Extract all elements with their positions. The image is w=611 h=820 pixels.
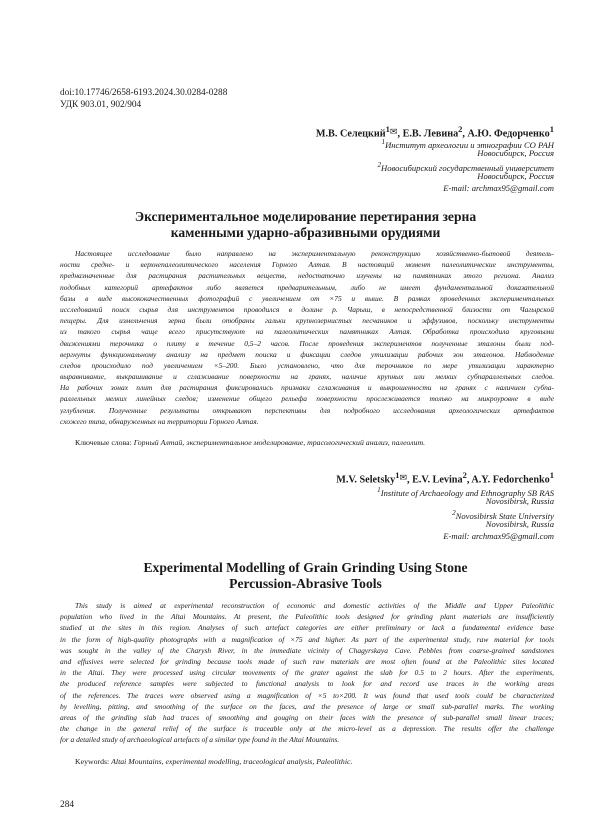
abstract-line: предназначенные для растирания растительных веществ, недостаточно изучены на памятниках этого региона. Анализ: [60, 271, 554, 281]
author-affiliation-mark: 1: [549, 124, 554, 134]
abstract-line: подобных категорий артефактов либо является предварительным, либо не имеет фундаментальной доказательной: [60, 282, 554, 292]
author-name: М.В. Селецкий: [315, 128, 386, 140]
affiliation-mark: 2: [377, 160, 382, 169]
affiliation-text: Institute of Archaeology and Ethnography SB RAS: [380, 487, 554, 498]
affiliation-line: [377, 148, 554, 159]
envelope-icon: ✉: [399, 472, 407, 483]
author-name: E.V. Levina: [412, 474, 463, 486]
abstract-line: схожего типа, обнаруженных на территории Горного Алтая.: [60, 416, 259, 426]
en-title-line: Experimental Modelling of Grain Grinding Using Stone: [143, 560, 468, 575]
author-separator: ,: [462, 128, 468, 140]
author-name: Е.В. Левина: [402, 128, 459, 140]
author-name: M.V. Seletsky: [336, 474, 396, 486]
affiliation-text: Novosibirsk State University: [455, 510, 554, 521]
affiliation-text: Novosibirsk, Russia: [485, 496, 554, 507]
abstract-line: следов происходило под увеличением ×5–200. Было установлено, что для терочников по мере утилизации характерно: [60, 360, 554, 370]
abstract-line: вергнуты функциональному анализу на предмет поиска и фиксации следов утилизации рабочих зон эталонов. Наблюдение: [60, 349, 554, 359]
affiliation-mark: 1: [381, 138, 386, 146]
abstract-line: in the Altai. They were processed using circular movements of the grater against the slab for 0.5 to 2 hours. After the experiments,: [60, 668, 554, 678]
affiliation-line: [377, 183, 554, 194]
doi-line: doi:10.17746/2658-6193.2024.30.0284-0288: [60, 88, 228, 98]
ru-keywords-label: Ключевые слова:: [75, 438, 132, 447]
abstract-line: На рабочих зонах плит для растирания фиксировались признаки сглаживания и выкрошенности на гранях с наличием субпа-: [60, 383, 554, 393]
envelope-icon: ✉: [389, 126, 398, 137]
abstract-line: выравнивание, выкрашивание и сглаживание поверхности на гранях, наличие крупных или мелких субпараллельных следов.: [60, 372, 554, 382]
author-affiliation-mark: 1: [385, 124, 390, 134]
author-separator: ,: [406, 474, 413, 486]
author-affiliation-mark: 1: [395, 470, 400, 480]
abstract-line: by levelling, pitting, and smoothing of the surface on the faces, and the presence of large or small sub-parallel marks. The working: [60, 701, 554, 711]
en-keywords-text: Altai Mountains, experimental modelling, traceological analysis, Paleolithic.: [111, 757, 353, 766]
ru-affiliations: [377, 137, 554, 194]
abstract-line: углубления. Полученные результаты открывают перспективы для подробного исследования археологических артефактов: [60, 405, 554, 415]
abstract-line: the produced reference samples were subjected to functional analysis to look for and record use traces in the working areas: [60, 679, 554, 689]
abstract-line: of the references. The traces were observed using a magnification of ×5 to×200. It was found that used tools could be characterized: [60, 690, 554, 700]
affiliation-line: [377, 508, 554, 519]
author-affiliation-mark: 2: [462, 470, 467, 480]
abstract-line: This study is aimed at experimental reconstruction of economic and domestic activities of the Middle and Upper Paleolithic: [75, 601, 554, 610]
en-keywords: [75, 756, 352, 767]
author-name: A.Y. Fedorchenko: [471, 474, 550, 486]
affiliation-text: Новосибирск, Россия: [477, 148, 554, 159]
author-name: А.Ю. Федорченко: [467, 128, 550, 140]
affiliation-line: [377, 160, 554, 171]
ru-title-line: каменными ударно-абразивными орудиями: [170, 225, 441, 241]
affiliation-text: E-mail: archmax95@gmail.com: [443, 530, 554, 541]
en-abstract: [60, 600, 554, 745]
affiliation-text: E-mail: archmax95@gmail.com: [443, 182, 554, 193]
en-authors: [336, 470, 554, 485]
abstract-line: the change in the general relief of the surface is traceable only at the micro-level as a depression. The results offer the challenge: [60, 724, 554, 734]
affiliation-line: [377, 485, 554, 496]
affiliation-line: [377, 137, 554, 148]
abstract-line: движениями терочника о плиту в течение 0,5–2 часов. После проведения экспериментов полученные эталоны были под-: [60, 338, 554, 348]
abstract-line: population who lived in the Altai Mountains. At present, the Paleolithic tools designed for grinding plant materials are insufficiently: [60, 612, 554, 622]
ru-keywords: [75, 437, 425, 448]
affiliation-text: Новосибирск, Россия: [477, 171, 554, 182]
affiliation-line: [377, 496, 554, 507]
affiliation-text: Новосибирский государственный университет: [381, 162, 554, 173]
affiliation-mark: 2: [452, 508, 456, 517]
en-affiliations: [377, 485, 554, 542]
en-keywords-label: Keywords:: [75, 757, 110, 766]
author-separator: ,: [397, 128, 403, 140]
udk-line: УДК 903.01, 902/904: [60, 100, 142, 110]
ru-keywords-text: Горный Алтай, экспериментальное моделирование, трасологический анализ, палеолит.: [133, 438, 426, 447]
abstract-line: and effusives were selected for grinding because tools made of such raw materials are most often found at the Paleolithic sites located: [60, 656, 554, 666]
ru-title: [80, 209, 531, 242]
abstract-line: Настоящее исследование было направлено на экспериментальную реконструкцию хозяйственно-бытовой деятель-: [75, 249, 554, 258]
affiliation-text: Институт археологии и этнографии СО РАН: [385, 139, 554, 150]
author-separator: ,: [466, 474, 472, 486]
abstract-line: areas of the grinding slab had traces of smoothing and gouging on their faces with the presence of sub-parallel small linear traces;: [60, 712, 554, 722]
affiliation-mark: 1: [377, 486, 381, 494]
en-title: [80, 560, 531, 593]
abstract-line: studied at the sites in this region. Analyses of such artefact categories are either preliminary or lack a fundamental evidence base: [60, 623, 554, 633]
abstract-line: was sought in the valley of the Charysh River, in the immediate vicinity of Chagyrskaya Cave. Pebbles from coarse-grained sandstones: [60, 645, 554, 655]
author-affiliation-mark: 2: [458, 124, 463, 134]
abstract-line: исследований поиск сырья для инструментов проводился в долине р. Чарыш, в непосредственной близости от Чагырской: [60, 304, 554, 314]
abstract-line: for a detailed study of archaeological artefacts of a similar type found in the Altai Mountains.: [60, 735, 340, 745]
affiliation-line: [377, 531, 554, 542]
abstract-line: пещеры. Для измельчения зерна были отобраны гальки крупнозернистых песчаников и эффузивов, поскольку инструменты: [60, 316, 554, 326]
ru-abstract: [60, 248, 554, 427]
abstract-line: базы в виде высококачественных фотографий с увеличением от ×75 и выше. В рамках проведенных экспериментальных: [60, 293, 554, 303]
abstract-line: раллельных мелких линейных следов; изменение общего рельефа поверхности прослеживается только на микроуровне в виде: [60, 394, 554, 404]
abstract-line: из такого сырья чаще всего присутствуют на палеолитических памятниках Алтая. Обработка происходила круговыми: [60, 327, 554, 337]
en-title-line: Percussion-Abrasive Tools: [229, 576, 382, 592]
affiliation-text: Novosibirsk, Russia: [485, 519, 554, 530]
page-number: 284: [60, 800, 75, 810]
ru-title-line: Экспериментальное моделирование перетирания зерна: [134, 209, 477, 224]
abstract-line: in the form of high-quality photographs with a magnification of ×75 and higher. As part of the experimental study, raw material for tools: [60, 634, 554, 644]
author-affiliation-mark: 1: [549, 470, 554, 480]
abstract-line: ности средне- и верхнепалеолитического населения Горного Алтая. В настоящий момент палеолитические инструменты,: [60, 260, 554, 270]
